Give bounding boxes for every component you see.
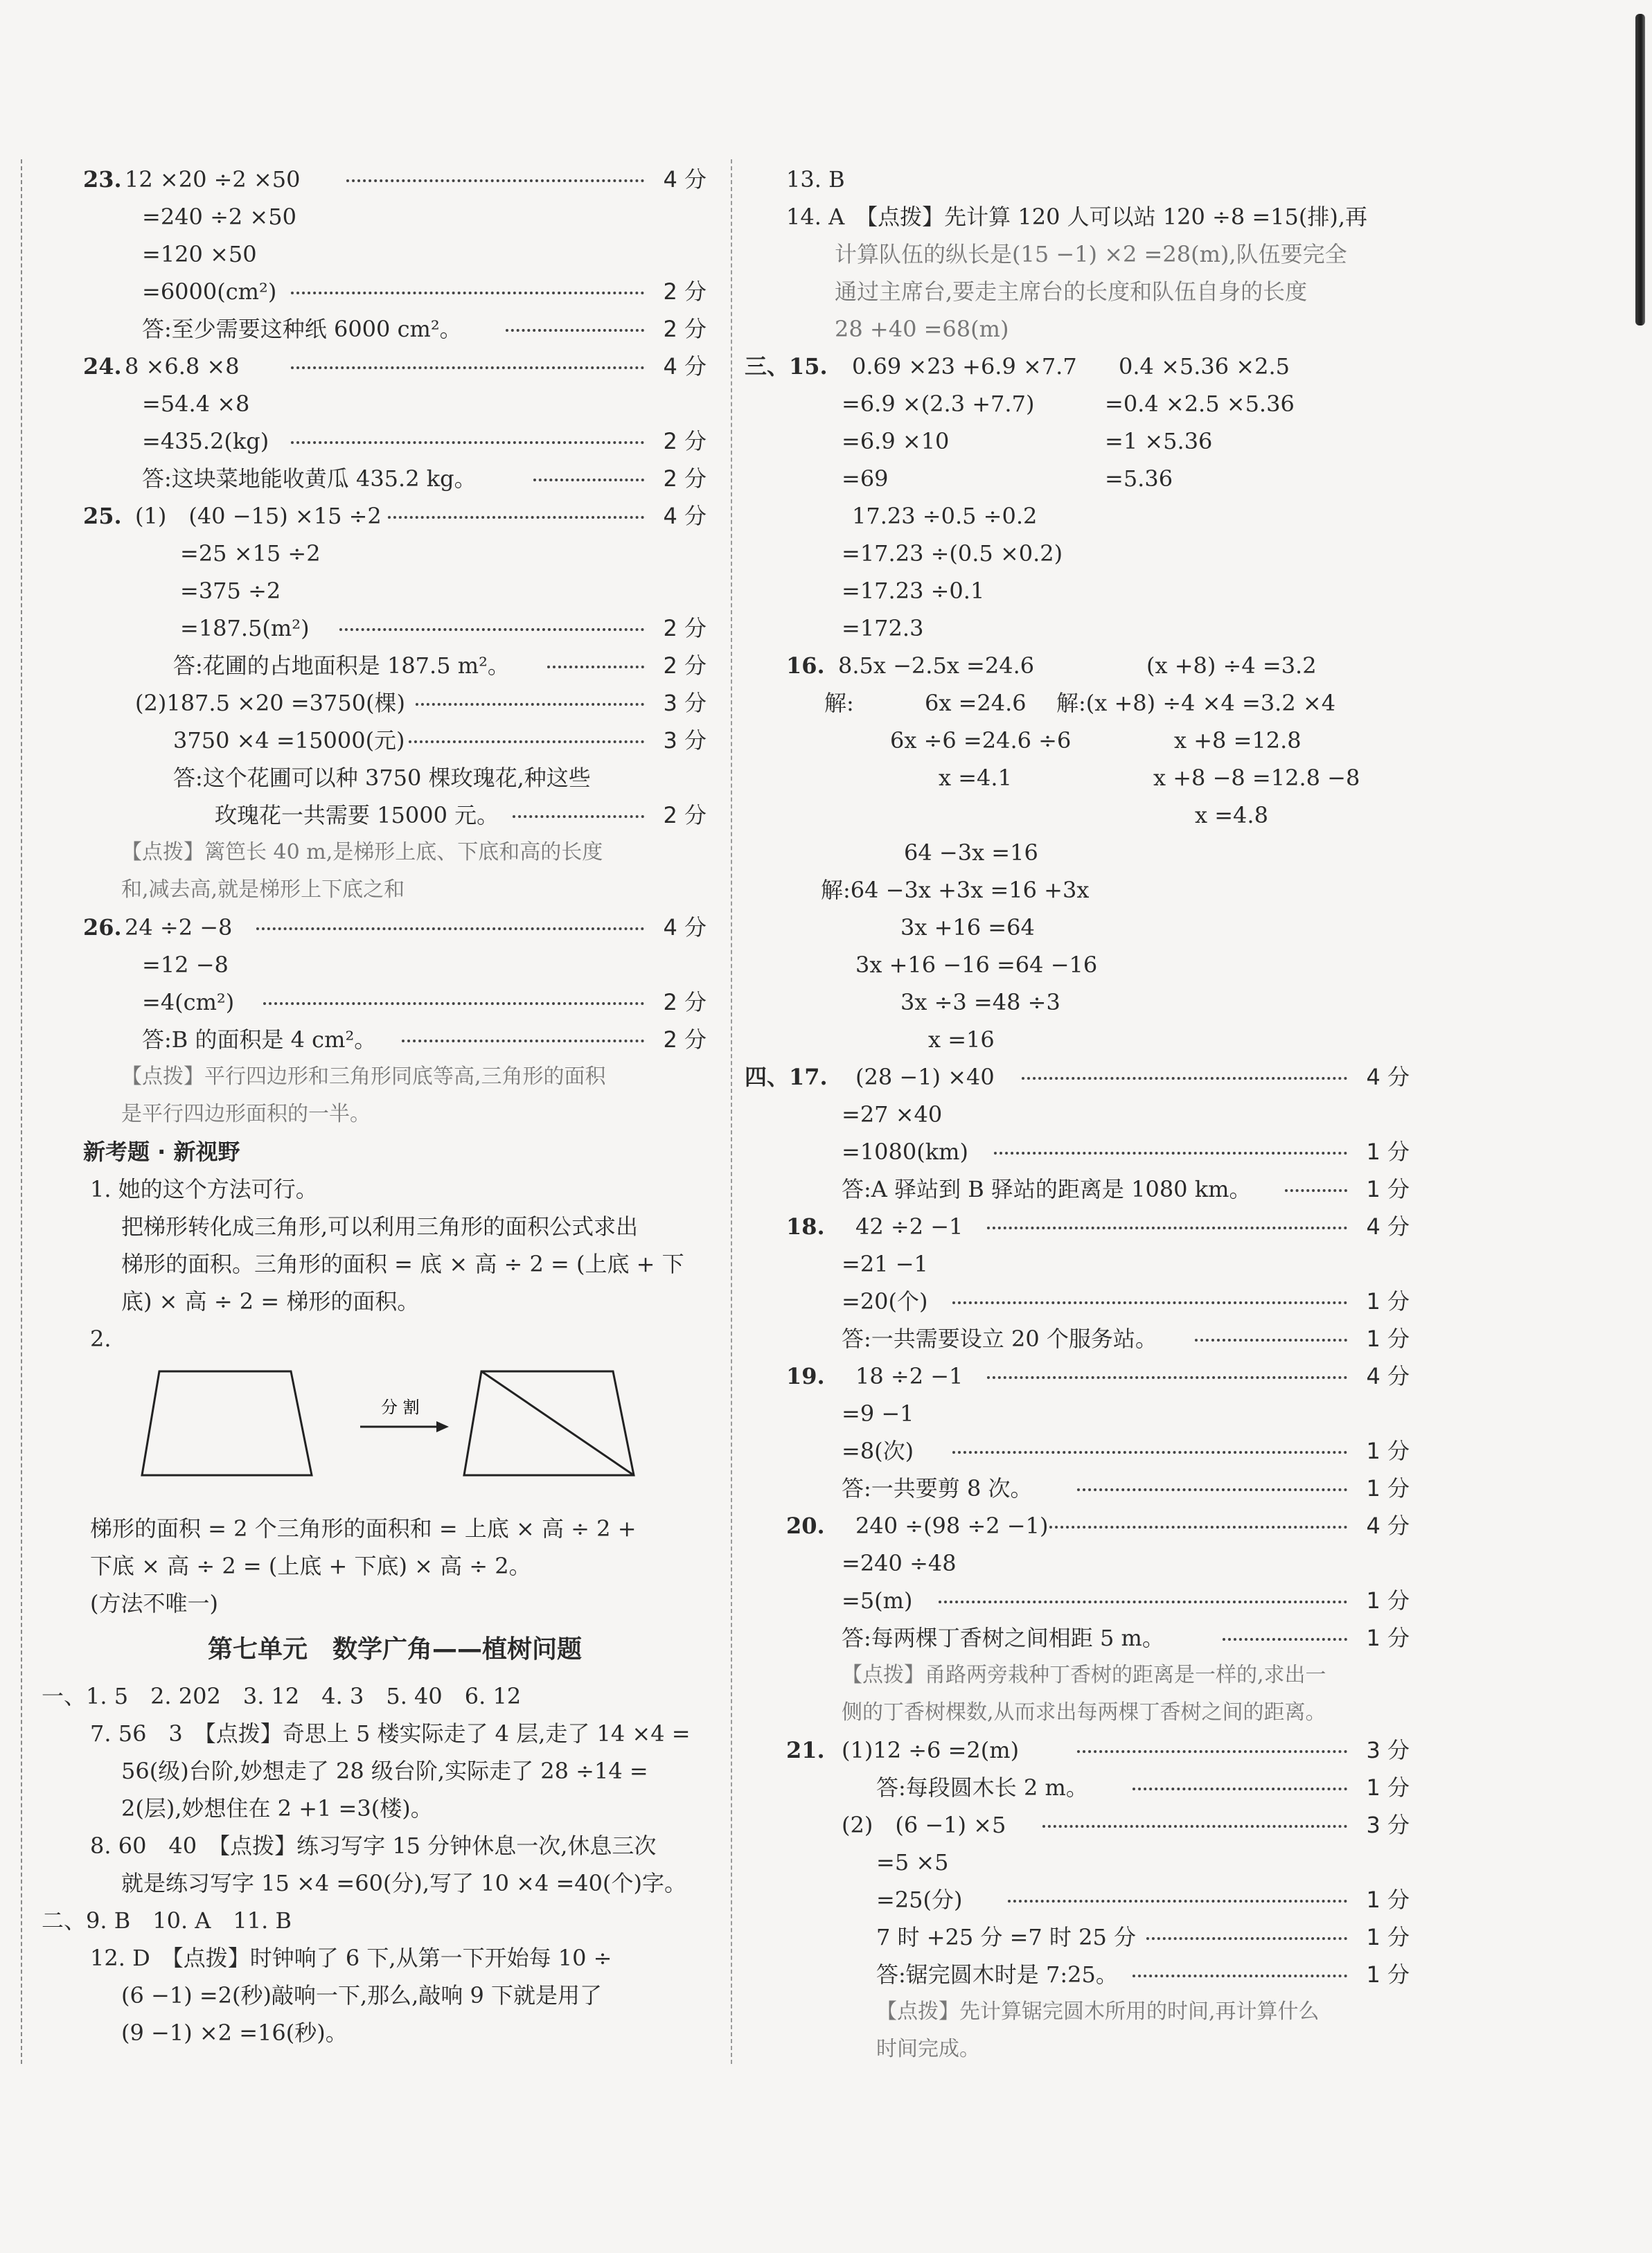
- q23-line-1: [83, 161, 707, 198]
- equation: 17.23 ÷0.5 ÷0.2: [852, 503, 1038, 529]
- q20-line-3: [745, 1582, 1410, 1619]
- q17-line-1: [745, 1058, 1410, 1096]
- hint-text: 计算队伍的纵长是(15 −1) ×2 =28(m),队伍要完全: [835, 241, 1347, 267]
- equation: 0.4 ×5.36 ×2.5: [1119, 353, 1290, 380]
- hint-text: 【点拨】甬路两旁栽种丁香树的距离是一样的,求出一: [842, 1663, 1326, 1687]
- q16-row-6: [745, 834, 1410, 871]
- q25-line-6: [83, 722, 707, 759]
- hint-text: 是平行四边形面积的一半。: [121, 1102, 371, 1126]
- dot-leader: [1133, 1975, 1347, 1977]
- unit-q8b: [83, 1864, 707, 1902]
- score: 4 分: [663, 503, 707, 529]
- answer-text: (6 −1) =2(秒)敲响一下,那么,敲响 9 下就是用了: [121, 1982, 603, 2009]
- dot-leader: [939, 1601, 1347, 1603]
- equation: 3x +16 =64: [900, 914, 1035, 941]
- dot-leader: [987, 1376, 1347, 1379]
- equation: =435.2(kg): [142, 428, 269, 454]
- score: 4 分: [1366, 1513, 1410, 1539]
- q23-line-4: [83, 273, 707, 310]
- q21-line-4: [745, 1881, 1410, 1918]
- equation: =25(分): [876, 1887, 963, 1913]
- q21-answer-2: [745, 1956, 1410, 1993]
- equation: 240 ÷(98 ÷2 −1): [855, 1513, 1049, 1539]
- trapezoid-svg: [83, 1357, 707, 1510]
- answer-text: 答:花圃的占地面积是 187.5 m²。: [173, 652, 510, 679]
- answer-text: 56(级)台阶,妙想走了 28 级台阶,实际走了 28 ÷14 =: [121, 1758, 648, 1784]
- q20-hint-2: [745, 1694, 1410, 1731]
- answer-text: 就是练习写字 15 ×4 =60(分),写了 10 ×4 =40(个)字。: [121, 1870, 686, 1896]
- q20-hint-1: [745, 1657, 1410, 1694]
- hint-text: 和,减去高,就是梯形上下底之和: [121, 878, 405, 902]
- page-edge-shadow: [1635, 14, 1645, 326]
- equation: =5(m): [842, 1587, 913, 1614]
- equation: =12 −8: [142, 952, 229, 978]
- q26-hint-2: [83, 1096, 707, 1133]
- q23-line-3: [83, 235, 707, 273]
- equation: =69: [842, 465, 889, 492]
- new-q2: [83, 1320, 707, 1357]
- equation: =20(个): [842, 1288, 928, 1315]
- new-q2c: [83, 1585, 707, 1622]
- q25-answer-1: [83, 647, 707, 684]
- equation: =1 ×5.36: [1105, 428, 1213, 454]
- q18-line-2: [745, 1245, 1410, 1283]
- score: 1 分: [1366, 1326, 1410, 1352]
- q26-line-2: [83, 946, 707, 983]
- equation: =8(次): [842, 1438, 914, 1464]
- score: 1 分: [1366, 1288, 1410, 1315]
- q16-row-4: [745, 759, 1410, 796]
- equation: 8 ×6.8 ×8: [125, 353, 240, 380]
- answer-text: 2(层),妙想住在 2 +1 =3(楼)。: [121, 1795, 433, 1822]
- q21-answer-1: [745, 1769, 1410, 1806]
- equation: x =4.8: [1195, 802, 1268, 828]
- score: 3 分: [663, 690, 707, 716]
- score: 3 分: [1366, 1737, 1410, 1763]
- unit-title: 第七单元 数学广角——植树问题: [207, 1635, 582, 1664]
- hint-text: 【点拨】平行四边形和三角形同底等高,三角形的面积: [121, 1065, 606, 1089]
- new-section-heading: [83, 1133, 707, 1170]
- answer-text: 12. D 【点拨】时钟响了 6 下,从第一下开始每 10 ÷: [90, 1945, 612, 1971]
- dot-leader: [1022, 1077, 1347, 1080]
- trapezoid-shape: [142, 1371, 312, 1475]
- dot-leader: [416, 703, 644, 706]
- arrow-label: 分 割: [381, 1398, 420, 1417]
- equation: 8.5x −2.5x =24.6: [838, 652, 1035, 679]
- new-q2a: [83, 1510, 707, 1547]
- q19-line-2: [745, 1395, 1410, 1432]
- q23-answer: [83, 310, 707, 348]
- answer-text: 13. B: [786, 166, 845, 193]
- unit-q7a: [83, 1715, 707, 1752]
- equation: 42 ÷2 −1: [855, 1213, 963, 1240]
- unit-q12c: [83, 2014, 707, 2051]
- score: 4 分: [1366, 1213, 1410, 1240]
- q23-line-2: [83, 198, 707, 235]
- dot-leader: [533, 479, 644, 481]
- score: 3 分: [1366, 1812, 1410, 1838]
- hint-text: 时间完成。: [876, 2037, 980, 2061]
- q16-row-3: [745, 722, 1410, 759]
- q16-row-2: [745, 684, 1410, 722]
- q17-line-3: [745, 1133, 1410, 1170]
- q16-row-8: [745, 909, 1410, 946]
- dot-leader: [506, 329, 644, 332]
- score: 4 分: [663, 166, 707, 193]
- answer-text: 答:至少需要这种纸 6000 cm²。: [142, 316, 462, 342]
- q14d: [745, 310, 1410, 348]
- q15-row-2: [745, 385, 1410, 422]
- equation: x =4.1: [939, 765, 1012, 791]
- dot-leader: [1077, 1488, 1347, 1491]
- equation: 0.69 ×23 +6.9 ×7.7: [852, 353, 1077, 380]
- new-q1: [83, 1170, 707, 1208]
- equation: 3x ÷3 =48 ÷3: [900, 989, 1060, 1015]
- dot-leader: [291, 292, 644, 294]
- q15-row-4: [745, 460, 1410, 497]
- q19-line-3: [745, 1432, 1410, 1470]
- new-q2b: [83, 1547, 707, 1585]
- dot-leader: [1008, 1900, 1347, 1903]
- score: 1 分: [1366, 1139, 1410, 1165]
- split-trapezoid-shape: [464, 1371, 634, 1475]
- score: 2 分: [663, 989, 707, 1015]
- dot-leader: [1133, 1788, 1347, 1790]
- q14a: [745, 198, 1410, 235]
- answer-text: (9 −1) ×2 =16(秒)。: [121, 2020, 348, 2046]
- q21-hint-1: [745, 1993, 1410, 2031]
- dot-leader: [291, 441, 644, 444]
- question-number: 23.: [83, 166, 122, 193]
- q17-answer: [745, 1170, 1410, 1208]
- q21-line-3: [745, 1844, 1410, 1881]
- q25-hint-1: [83, 834, 707, 871]
- q18-line-1: [745, 1208, 1410, 1245]
- question-number: 25.: [83, 503, 122, 529]
- answer-text: (方法不唯一): [90, 1590, 218, 1617]
- equation: 18 ÷2 −1: [855, 1363, 963, 1389]
- equation: 24 ÷2 −8: [125, 914, 233, 941]
- q15-row-3: [745, 422, 1410, 460]
- equation: =17.23 ÷0.1: [842, 578, 985, 604]
- dot-leader: [1049, 1526, 1347, 1529]
- q15-row-7: [745, 572, 1410, 609]
- score: 2 分: [663, 1026, 707, 1053]
- dot-leader: [402, 1040, 644, 1042]
- equation: 64 −3x =16: [904, 839, 1038, 866]
- answer-text: 底) × 高 ÷ 2 = 梯形的面积。: [121, 1288, 420, 1315]
- answer-text: 把梯形转化成三角形,可以利用三角形的面积公式求出: [121, 1213, 639, 1240]
- unit-q7c: [83, 1790, 707, 1827]
- score: 1 分: [1366, 1961, 1410, 1988]
- answer-text: 二、9. B 10. A 11. B: [42, 1907, 292, 1934]
- dot-leader: [994, 1152, 1347, 1155]
- equation: =9 −1: [842, 1400, 914, 1427]
- q21-hint-2: [745, 2031, 1410, 2068]
- question-number: 18.: [786, 1213, 825, 1240]
- q19-answer: [745, 1470, 1410, 1507]
- dot-leader: [952, 1301, 1347, 1304]
- dot-leader: [952, 1451, 1347, 1454]
- q26-hint-1: [83, 1058, 707, 1096]
- split-diagonal: [481, 1371, 634, 1475]
- answer-text: 14. A 【点拨】先计算 120 人可以站 120 ÷8 =15(排),再: [786, 204, 1368, 230]
- left-column: [42, 161, 707, 2051]
- q16-row-1: [745, 647, 1410, 684]
- new-q1c: [83, 1283, 707, 1320]
- hint-text: 通过主席台,要走主席台的长度和队伍自身的长度: [835, 278, 1308, 305]
- question-number: 四、17.: [745, 1064, 828, 1090]
- question-number: 2.: [90, 1326, 112, 1352]
- q20-line-1: [745, 1507, 1410, 1544]
- score: 1 分: [1366, 1475, 1410, 1502]
- equation: 解:(x +8) ÷4 ×4 =3.2 ×4: [1056, 690, 1336, 716]
- score: 1 分: [1366, 1438, 1410, 1464]
- answer-text: 7. 56 3 【点拨】奇思上 5 楼实际走了 4 层,走了 14 ×4 =: [90, 1720, 691, 1747]
- q25-answer-2b: [83, 796, 707, 834]
- equation: =120 ×50: [142, 241, 257, 267]
- question-number: 16.: [786, 652, 825, 679]
- dot-leader: [1077, 1750, 1347, 1753]
- dot-leader: [409, 740, 644, 743]
- equation: (2)187.5 ×20 =3750(棵): [135, 690, 406, 716]
- dot-leader: [1285, 1189, 1347, 1192]
- dot-leader: [263, 1002, 644, 1005]
- answer-text: 答:这个花圃可以种 3750 棵玫瑰花,种这些: [173, 765, 591, 791]
- q19-line-1: [745, 1357, 1410, 1395]
- equation: =21 −1: [842, 1251, 928, 1277]
- equation: 6x ÷6 =24.6 ÷6: [890, 727, 1072, 754]
- q18-line-3: [745, 1283, 1410, 1320]
- q18-answer: [745, 1320, 1410, 1357]
- q25-line-4: [83, 609, 707, 647]
- solve-label: 解:: [824, 690, 854, 716]
- unit-q7b: [83, 1752, 707, 1790]
- answer-text: 玫瑰花一共需要 15000 元。: [215, 802, 499, 828]
- q26-line-1: [83, 909, 707, 946]
- trapezoid-diagram: [83, 1357, 707, 1510]
- question-number: 三、15.: [745, 353, 828, 380]
- dot-leader: [1195, 1339, 1347, 1342]
- equation: =1080(km): [842, 1139, 968, 1165]
- equation: =375 ÷2: [180, 578, 281, 604]
- score: 2 分: [663, 278, 707, 305]
- dot-leader: [987, 1227, 1347, 1229]
- dot-leader: [547, 666, 644, 668]
- q13: [745, 161, 1410, 198]
- q21-line-1: [745, 1731, 1410, 1769]
- score: 4 分: [1366, 1064, 1410, 1090]
- equation: =172.3: [842, 615, 924, 641]
- q16-row-7: [745, 871, 1410, 909]
- unit-q12a: [83, 1939, 707, 1977]
- answer-text: 梯形的面积 = 2 个三角形的面积和 = 上底 × 高 ÷ 2 +: [90, 1515, 637, 1542]
- new-q1a: [83, 1208, 707, 1245]
- equation: =25 ×15 ÷2: [180, 540, 321, 567]
- equation: 12 ×20 ÷2 ×50: [125, 166, 301, 193]
- question-number: 20.: [786, 1513, 825, 1539]
- equation: =27 ×40: [842, 1101, 943, 1128]
- dot-leader: [339, 628, 644, 631]
- answer-text: 梯形的面积。三角形的面积 = 底 × 高 ÷ 2 = (上底 + 下: [121, 1251, 684, 1277]
- equation: 3750 ×4 =15000(元): [173, 727, 405, 754]
- q25-hint-2: [83, 871, 707, 909]
- answer-text: 8. 60 40 【点拨】练习写字 15 分钟休息一次,休息三次: [90, 1833, 657, 1859]
- dot-leader: [346, 179, 644, 182]
- binding-cut-line: [21, 159, 22, 2064]
- equation: =17.23 ÷(0.5 ×0.2): [842, 540, 1063, 567]
- hint-text: 【点拨】先计算锯完圆木所用的时间,再计算什么: [876, 2000, 1320, 2024]
- score: 1 分: [1366, 1587, 1410, 1614]
- q26-line-3: [83, 983, 707, 1021]
- q15-row-1: [745, 348, 1410, 385]
- answer-text: 一、1. 5 2. 202 3. 12 4. 3 5. 40 6. 12: [42, 1683, 522, 1709]
- q16-row-11: [745, 1021, 1410, 1058]
- answer-text: 答:A 驿站到 B 驿站的距离是 1080 km。: [842, 1176, 1252, 1202]
- equation: =5.36: [1105, 465, 1173, 492]
- dot-leader: [291, 366, 644, 369]
- score: 2 分: [663, 652, 707, 679]
- unit-q8a: [83, 1827, 707, 1864]
- equation: (1) (40 −15) ×15 ÷2: [135, 503, 382, 529]
- score: 2 分: [663, 428, 707, 454]
- q25-line-1: [83, 497, 707, 535]
- equation: =5 ×5: [876, 1849, 949, 1876]
- unit-s1: [42, 1677, 707, 1715]
- question-number: 21.: [786, 1737, 825, 1763]
- q24-line-2: [83, 385, 707, 422]
- score: 2 分: [663, 615, 707, 641]
- q16-row-9: [745, 946, 1410, 983]
- equation: x =16: [928, 1026, 995, 1053]
- q16-row-5: [745, 796, 1410, 834]
- score: 2 分: [663, 465, 707, 492]
- dot-leader: [1042, 1825, 1347, 1828]
- equation: =0.4 ×2.5 ×5.36: [1105, 391, 1295, 417]
- equation: =4(cm²): [142, 989, 235, 1015]
- dot-leader: [388, 516, 644, 519]
- q25-line-2: [83, 535, 707, 572]
- question-number: 24.: [83, 353, 122, 380]
- score: 2 分: [663, 316, 707, 342]
- answer-text: 答:B 的面积是 4 cm²。: [142, 1026, 377, 1053]
- equation: 3x +16 −16 =64 −16: [855, 952, 1098, 978]
- dot-leader: [256, 927, 644, 930]
- equation: =54.4 ×8: [142, 391, 250, 417]
- q25-line-5: [83, 684, 707, 722]
- column-divider: [731, 159, 732, 2064]
- answer-text: 答:每两棵丁香树之间相距 5 m。: [842, 1625, 1164, 1651]
- answer-text: 下底 × 高 ÷ 2 = (上底 + 下底) × 高 ÷ 2。: [90, 1553, 531, 1579]
- q26-answer: [83, 1021, 707, 1058]
- score: 4 分: [1366, 1363, 1410, 1389]
- answer-text: 答:每段圆木长 2 m。: [876, 1774, 1088, 1801]
- arrow-head: [436, 1421, 449, 1432]
- q15-row-8: [745, 609, 1410, 647]
- hint-text: 侧的丁香树棵数,从而求出每两棵丁香树之间的距离。: [842, 1700, 1326, 1725]
- score: 3 分: [663, 727, 707, 754]
- question-number: 19.: [786, 1363, 825, 1389]
- q25-line-3: [83, 572, 707, 609]
- equation: =6.9 ×10: [842, 428, 950, 454]
- equation: =240 ÷2 ×50: [142, 204, 296, 230]
- q24-line-1: [83, 348, 707, 385]
- dot-leader: [1146, 1937, 1347, 1940]
- equation: (28 −1) ×40: [855, 1064, 995, 1090]
- equation: =240 ÷48: [842, 1550, 957, 1576]
- q15-row-5: [745, 497, 1410, 535]
- answer-text: 答:一共需要设立 20 个服务站。: [842, 1326, 1157, 1352]
- score: 1 分: [1366, 1176, 1410, 1202]
- unit-s2: [42, 1902, 707, 1939]
- q16-row-10: [745, 983, 1410, 1021]
- section-heading: 新考题 · 新视野: [83, 1139, 240, 1165]
- question-number: 26.: [83, 914, 122, 941]
- answer-text: 答:这块菜地能收黄瓜 435.2 kg。: [142, 465, 477, 492]
- score: 1 分: [1366, 1774, 1410, 1801]
- q24-line-3: [83, 422, 707, 460]
- equation: x +8 =12.8: [1174, 727, 1302, 754]
- q21-line-5: [745, 1918, 1410, 1956]
- equation: (1)12 ÷6 =2(m): [842, 1737, 1020, 1763]
- equation: x +8 −8 =12.8 −8: [1153, 765, 1360, 791]
- dot-leader: [513, 815, 644, 818]
- equation: 7 时 +25 分 =7 时 25 分: [876, 1924, 1136, 1950]
- dot-leader: [1223, 1638, 1347, 1641]
- score: 4 分: [663, 914, 707, 941]
- new-q1b: [83, 1245, 707, 1283]
- q15-row-6: [745, 535, 1410, 572]
- q25-answer-2a: [83, 759, 707, 796]
- q20-line-2: [745, 1544, 1410, 1582]
- answer-text: 1. 她的这个方法可行。: [90, 1176, 318, 1202]
- hint-text: 28 +40 =68(m): [835, 316, 1009, 342]
- q17-line-2: [745, 1096, 1410, 1133]
- unit-q12b: [83, 1977, 707, 2014]
- score: 2 分: [663, 802, 707, 828]
- equation: =187.5(m²): [180, 615, 310, 641]
- equation: (2) (6 −1) ×5: [842, 1812, 1006, 1838]
- equation: 解:64 −3x +3x =16 +3x: [821, 877, 1090, 903]
- q20-answer: [745, 1619, 1410, 1657]
- score: 4 分: [663, 353, 707, 380]
- q21-line-2: [745, 1806, 1410, 1844]
- q14b: [745, 235, 1410, 273]
- q14c: [745, 273, 1410, 310]
- score: 1 分: [1366, 1887, 1410, 1913]
- equation: =6.9 ×(2.3 +7.7): [842, 391, 1035, 417]
- equation: =6000(cm²): [142, 278, 277, 305]
- q24-answer: [83, 460, 707, 497]
- answer-text: 答:锯完圆木时是 7:25。: [876, 1961, 1118, 1988]
- hint-text: 【点拨】篱笆长 40 m,是梯形上底、下底和高的长度: [121, 840, 603, 864]
- score: 1 分: [1366, 1924, 1410, 1950]
- equation: 6x =24.6: [925, 690, 1027, 716]
- answer-text: 答:一共要剪 8 次。: [842, 1475, 1033, 1502]
- right-column: [745, 161, 1410, 2068]
- equation: (x +8) ÷4 =3.2: [1146, 652, 1317, 679]
- score: 1 分: [1366, 1625, 1410, 1651]
